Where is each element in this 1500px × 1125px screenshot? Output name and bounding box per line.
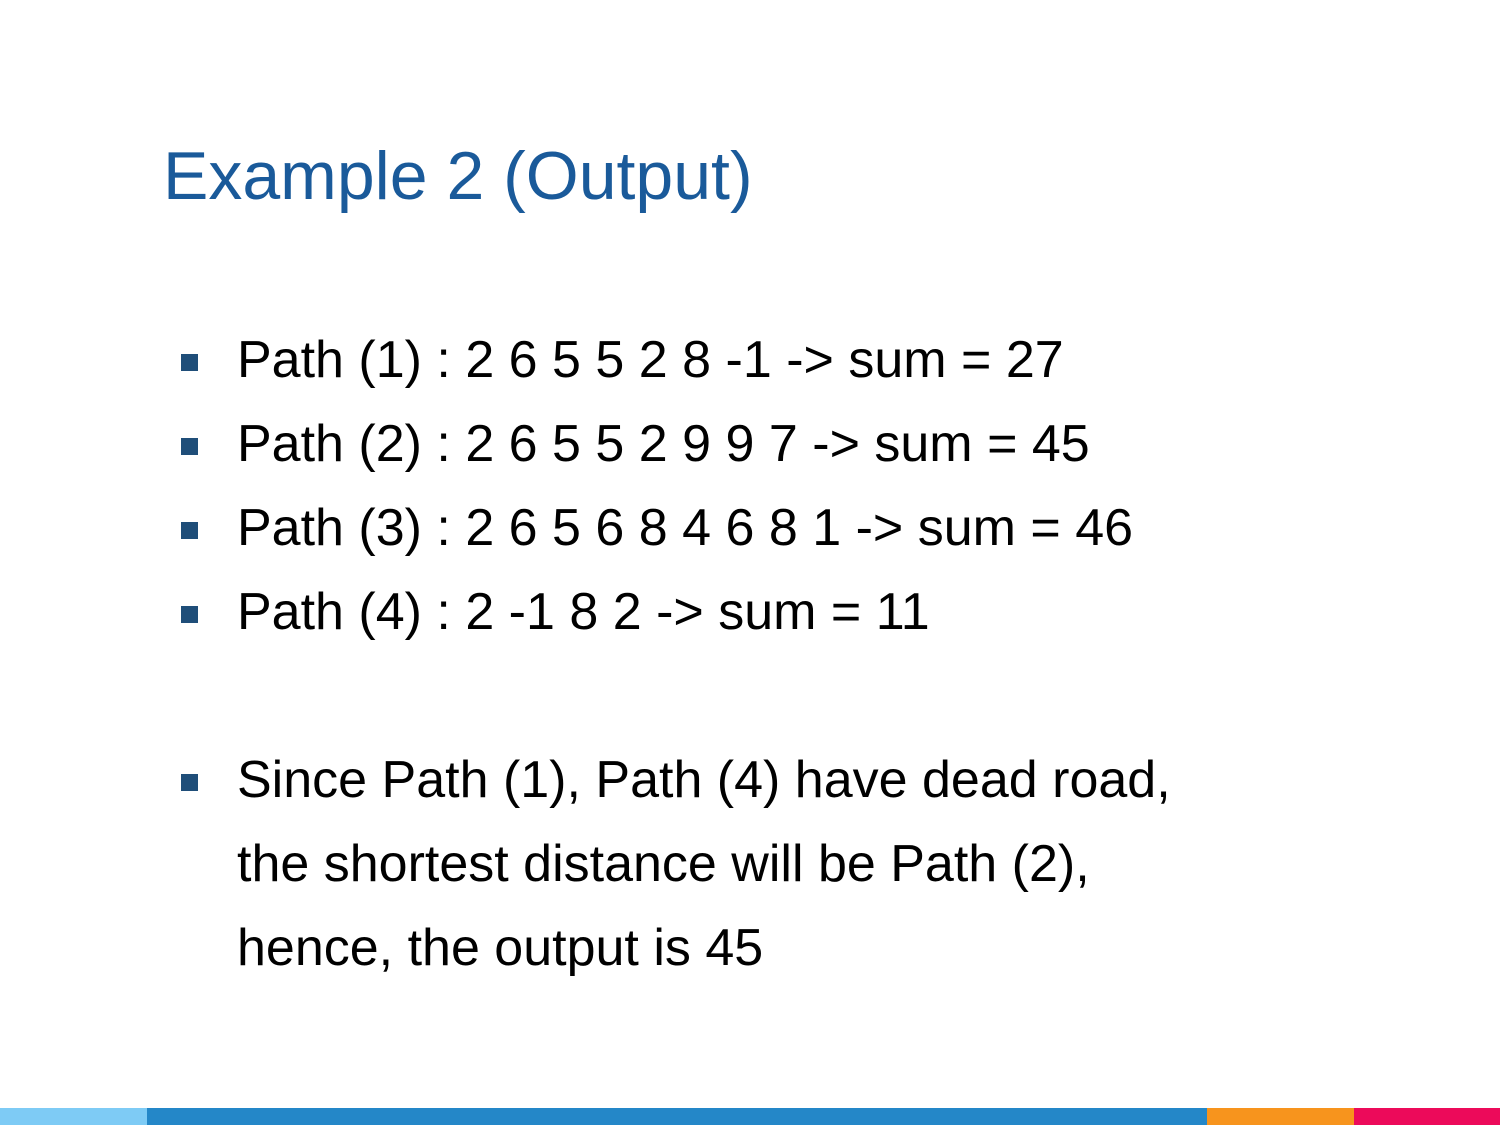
bullet-item bbox=[237, 402, 1090, 486]
bullet-item bbox=[237, 570, 930, 654]
slide-title: Example 2 (Output) bbox=[163, 138, 753, 214]
bullet-text: Path (4) : 2 -1 8 2 -> sum = 11 bbox=[237, 583, 930, 641]
bullet-text: Path (2) : 2 6 5 5 2 9 9 7 -> sum = 45 bbox=[237, 415, 1090, 473]
bullet-item bbox=[237, 318, 1064, 402]
bullet-text: Path (3) : 2 6 5 6 8 4 6 8 1 -> sum = 46 bbox=[237, 499, 1134, 557]
square-bullet-icon bbox=[181, 774, 198, 791]
footer-segment-orange bbox=[1207, 1108, 1354, 1125]
footer-color-bar bbox=[0, 1108, 1500, 1125]
square-bullet-icon bbox=[181, 354, 198, 371]
bullet-text: Path (1) : 2 6 5 5 2 8 -1 -> sum = 27 bbox=[237, 331, 1064, 389]
square-bullet-icon bbox=[181, 438, 198, 455]
square-bullet-icon bbox=[181, 606, 198, 623]
footer-segment-light-blue bbox=[0, 1108, 147, 1125]
footer-segment-pink bbox=[1354, 1108, 1500, 1125]
conclusion-line-3: hence, the output is 45 bbox=[237, 919, 764, 977]
conclusion-line-1: Since Path (1), Path (4) have dead road, bbox=[237, 751, 1171, 809]
bullet-item bbox=[237, 486, 1133, 570]
conclusion-line-2: the shortest distance will be Path (2), bbox=[237, 835, 1090, 893]
square-bullet-icon bbox=[181, 522, 198, 539]
footer-segment-blue bbox=[147, 1108, 1207, 1125]
bullet-item-conclusion bbox=[237, 738, 1171, 990]
